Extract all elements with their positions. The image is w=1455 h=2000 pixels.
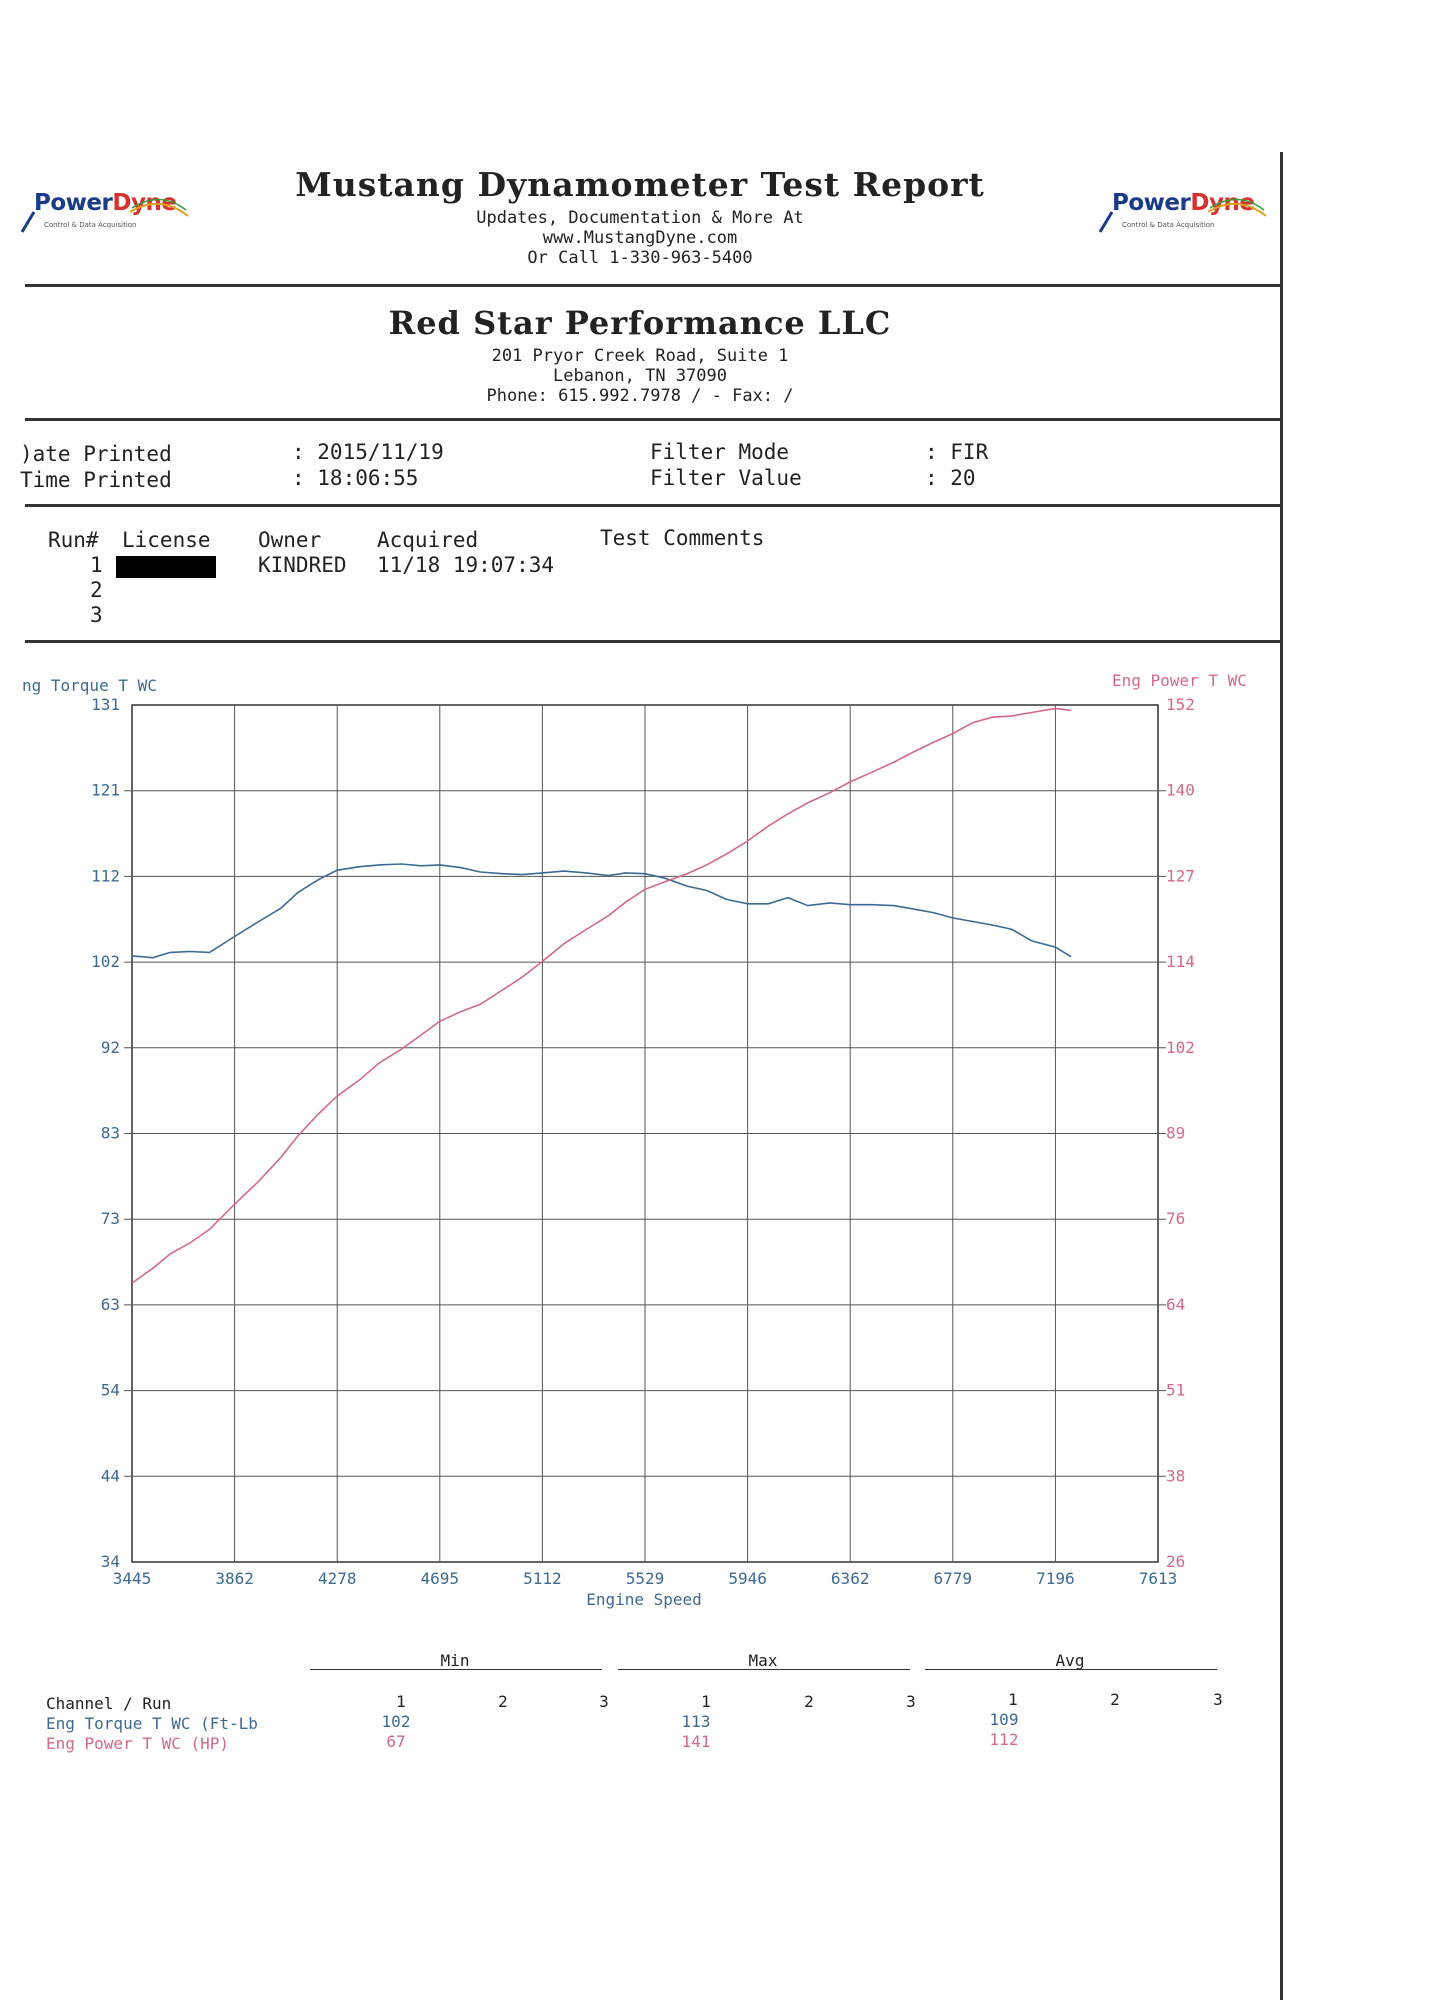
logo-right-part2: Dyne: [1190, 190, 1255, 216]
y-left-tick-label: 83: [100, 1123, 120, 1143]
y-right-tick-label: 64: [1166, 1294, 1186, 1314]
x-axis-label: Engine Speed: [586, 1590, 702, 1609]
y-left-tick-label: 44: [100, 1466, 120, 1486]
filter-mode-label: Filter Mode: [650, 440, 790, 464]
y-right-tick-label: 26: [1166, 1552, 1186, 1571]
summary-max-run2: 2: [804, 1692, 814, 1711]
header-line2: www.MustangDyne.com: [542, 228, 738, 248]
x-tick-label: 6779: [933, 1569, 973, 1588]
summary-group-avg: Avg: [1055, 1651, 1085, 1670]
y-left-tick-label: 131: [91, 695, 120, 714]
x-tick-label: 4278: [317, 1569, 357, 1588]
summary-torque-label: Eng Torque T WC (Ft-Lb: [46, 1714, 258, 1733]
y-right-tick-label: 140: [1166, 780, 1195, 800]
y-left-tick-label: 102: [91, 952, 120, 972]
y-right-tick-label: 102: [1166, 1037, 1195, 1057]
summary-avg-run3: 3: [1213, 1690, 1223, 1709]
shop-address2: Lebanon, TN 37090: [553, 366, 727, 386]
summary-min-run2: 2: [498, 1692, 508, 1711]
filter-mode-value: : FIR: [925, 440, 989, 464]
shop-address1: 201 Pryor Creek Road, Suite 1: [491, 346, 789, 366]
summary-group-max: Max: [748, 1651, 778, 1670]
x-tick-label: 7196: [1036, 1569, 1075, 1588]
run-2-number: 2: [90, 578, 103, 602]
report-title: Mustang Dynamometer Test Report: [295, 165, 985, 204]
x-tick-label: 5529: [625, 1569, 665, 1588]
summary-avg-run2: 2: [1110, 1690, 1120, 1709]
summary-min-run1: 1: [396, 1692, 406, 1711]
y-right-tick-label: 127: [1166, 866, 1195, 886]
logo-left-part2: Dyne: [112, 190, 177, 216]
runs-header-license: License: [122, 528, 211, 552]
y-left-tick-label: 73: [100, 1209, 120, 1229]
torque-series-line: [132, 864, 1071, 958]
run-1-acquired: 11/18 19:07:34: [377, 553, 555, 577]
run-1-owner: KINDRED: [258, 553, 347, 577]
x-tick-label: 5946: [728, 1569, 767, 1588]
x-tick-label: 4695: [420, 1569, 460, 1588]
summary-power-avg: 112: [989, 1730, 1019, 1749]
x-tick-label: 3862: [215, 1569, 254, 1588]
summary-power-min: 67: [386, 1732, 406, 1751]
y-left-tick-label: 34: [100, 1552, 120, 1571]
power-series-line: [132, 708, 1071, 1283]
y-right-tick-label: 51: [1166, 1380, 1186, 1400]
summary-avg-run1: 1: [1008, 1690, 1018, 1709]
y-left-tick-label: 54: [100, 1380, 120, 1400]
y-right-label: Eng Power T WC: [1112, 671, 1247, 690]
header-line3: Or Call 1-330-963-5400: [527, 248, 753, 268]
summary-channel-header: Channel / Run: [46, 1694, 172, 1713]
y-left-label: ng Torque T WC: [22, 676, 157, 695]
summary-torque-max: 113: [681, 1712, 711, 1731]
shop-name: Red Star Performance LLC: [388, 304, 892, 342]
logo-left-tagline: Control & Data Acquisition: [44, 221, 137, 229]
y-left-tick-label: 92: [100, 1037, 120, 1057]
y-left-tick-label: 112: [91, 866, 120, 886]
shop-phone: Phone: 615.992.7978 / - Fax: /: [486, 386, 794, 406]
y-right-tick-label: 76: [1166, 1209, 1186, 1229]
summary-max-run1: 1: [701, 1692, 711, 1711]
y-left-tick-label: 63: [100, 1294, 120, 1314]
y-right-tick-label: 152: [1166, 695, 1195, 714]
x-tick-label: 6362: [830, 1569, 870, 1588]
run-3-number: 3: [90, 603, 103, 627]
logo-right-tagline: Control & Data Acquisition: [1122, 221, 1215, 229]
summary-torque-avg: 109: [989, 1710, 1019, 1729]
logo-right-part1: Power: [1112, 190, 1191, 216]
runs-header-run: Run#: [48, 528, 99, 552]
time-printed-value: : 18:06:55: [292, 466, 419, 490]
x-tick-label: 7613: [1138, 1569, 1178, 1588]
filter-value-value: : 20: [925, 466, 976, 490]
summary-min-run3: 3: [599, 1692, 609, 1711]
y-right-tick-label: 114: [1166, 952, 1195, 972]
x-tick-label: 3445: [112, 1569, 152, 1588]
date-printed-value: : 2015/11/19: [292, 440, 444, 464]
date-printed-label: )ate Printed: [20, 442, 172, 466]
y-right-tick-label: 89: [1166, 1123, 1186, 1143]
time-printed-label: Time Printed: [20, 468, 172, 492]
filter-value-label: Filter Value: [650, 466, 802, 490]
summary-torque-min: 102: [381, 1712, 411, 1731]
y-right-tick-label: 38: [1166, 1466, 1186, 1486]
run-1-number: 1: [90, 553, 103, 577]
y-left-tick-label: 121: [91, 780, 120, 800]
x-tick-label: 5112: [523, 1569, 562, 1588]
header-line1: Updates, Documentation & More At: [476, 208, 804, 228]
runs-header-acquired: Acquired: [377, 528, 479, 552]
runs-header-owner: Owner: [258, 528, 322, 552]
summary-power-max: 141: [681, 1732, 711, 1751]
summary-power-label: Eng Power T WC (HP): [46, 1734, 230, 1753]
runs-header-comments: Test Comments: [600, 526, 765, 550]
summary-group-min: Min: [440, 1651, 470, 1670]
summary-max-run3: 3: [906, 1692, 916, 1711]
logo-left-part1: Power: [34, 190, 113, 216]
